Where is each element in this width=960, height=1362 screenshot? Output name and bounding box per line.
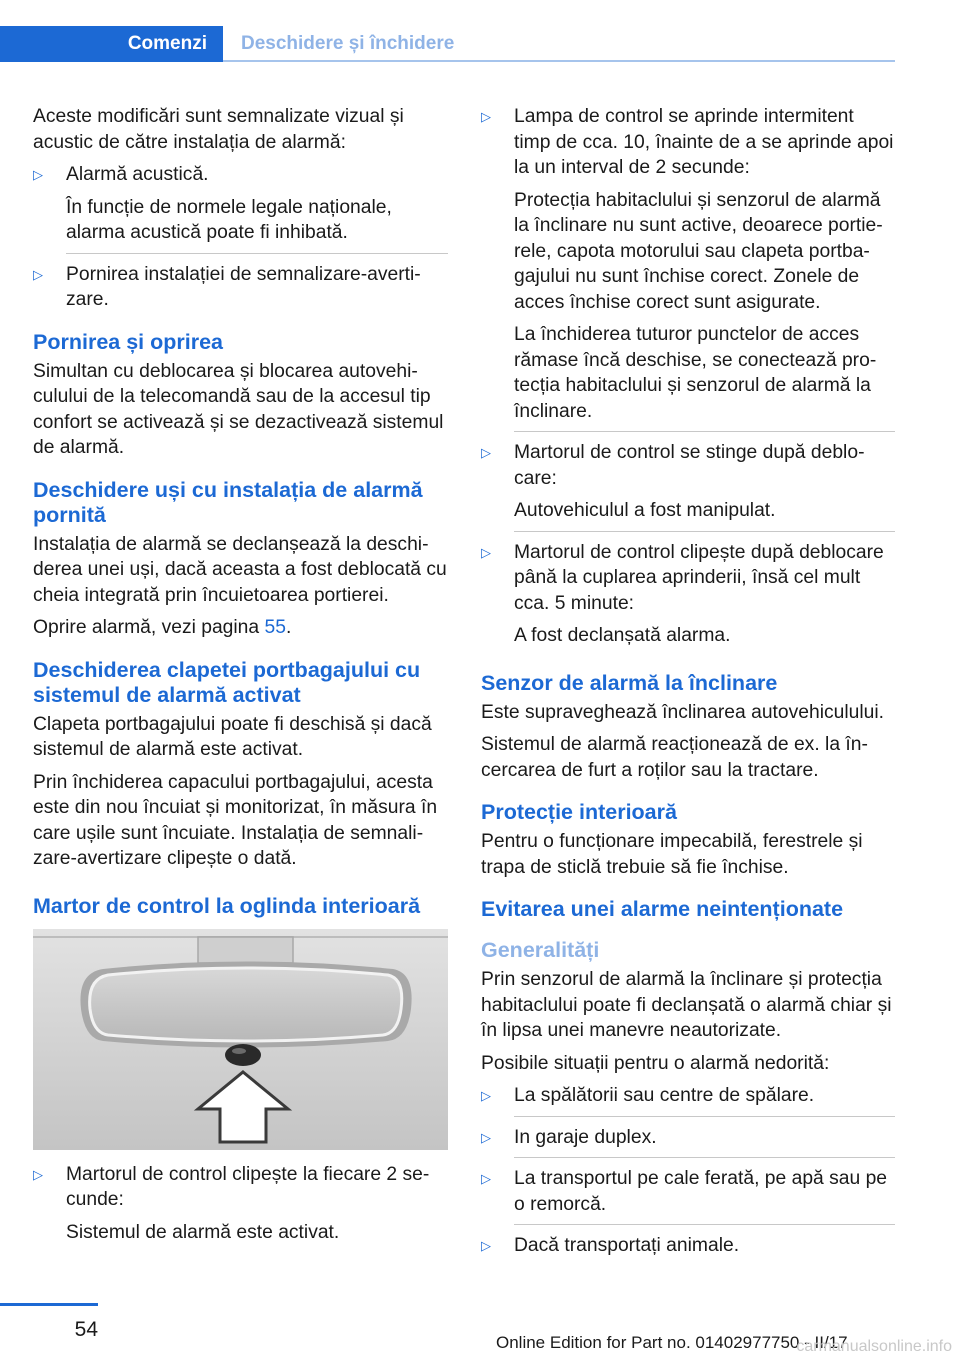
intro-paragraph: Aceste modificări sunt semnalizate vizual și acustic de către instalația de alarmă:: [33, 106, 404, 153]
paragraph: Instalația de alarmă se declanșează la deschiderea unei uși, dacă aceasta a fost deblocată cu cheia integrată prin încuietoarea portierei.: [33, 533, 447, 606]
triangle-bullet-icon: ▷: [33, 167, 43, 182]
list-item-title: Martorul de control clipește după deblocare până la cuplarea aprinderii, însă cel mult cca. 5 minute:: [514, 541, 884, 614]
list-divider: [66, 253, 448, 254]
paragraph: Prin închiderea capacului portbagajului, acesta este din nou încuiat și monitorizat, în măsura în care ușile sunt încuiate. Instalația de semnalizare-avertizare clipește o dată.: [33, 771, 438, 869]
chapter-header: [0, 0, 895, 62]
oprire-suffix: .: [285, 617, 292, 638]
paragraph: Pentru o funcționare impecabilă, ferestrele și trapa de sticlă trebuie să fie închise.: [481, 831, 863, 878]
heading-martor: Martor de control la oglinda interioară: [33, 893, 421, 918]
list-item-title: Alarmă acustică.: [66, 164, 209, 185]
heading-senzor: Senzor de alarmă la înclinare: [481, 670, 778, 695]
list-item: [481, 1166, 895, 1217]
list-item-title: Martorul de control se stinge după deblocare:: [514, 442, 865, 489]
list-divider: [514, 1116, 895, 1117]
page-link-55[interactable]: 55: [264, 617, 286, 638]
header-divider: [223, 60, 895, 62]
triangle-bullet-icon: ▷: [481, 1238, 491, 1253]
list-divider: [514, 531, 895, 532]
tab-deschidere-inchidere[interactable]: Deschidere și închidere: [241, 33, 455, 54]
list-item-detail: Sistemul de alarmă este activat.: [66, 1221, 340, 1243]
list-item-title: Pornirea instalației de semnalizare-avertizare.: [66, 263, 421, 310]
page-number: 54: [74, 1318, 98, 1341]
paragraph: Prin senzorul de alarmă la înclinare și protecția habitaclului poate fi declanșată o alarmă chiar și în lipsa unei manevre neautorizate.: [481, 969, 892, 1041]
list-item-title: Dacă transportați animale.: [514, 1235, 740, 1256]
list-divider: [514, 431, 895, 432]
list-item-title: Martorul de control clipește la fiecare 2 secunde:: [66, 1163, 430, 1210]
list-item-title: La transportul pe cale ferată, pe apă sau pe o remorcă.: [514, 1168, 888, 1215]
right-column: [481, 104, 895, 1266]
paragraph: Sistemul de alarmă reacționează de ex. la încercarea de furt a roților sau la tractare.: [481, 734, 868, 781]
list-item: [481, 1083, 895, 1109]
paragraph-oprire: [33, 615, 448, 641]
heading-protectie: Protecție interioară: [481, 800, 677, 824]
triangle-bullet-icon: ▷: [481, 544, 491, 560]
list-item: [481, 540, 895, 649]
left-column: [33, 104, 448, 1252]
paragraph: Simultan cu deblocarea și blocarea autovehiculului de la telecomandă sau de la accesul tip confort se activează și se dezactivează sistemul de alarmă.: [33, 360, 444, 458]
list-item: [481, 104, 895, 424]
edition-text: Online Edition for Part no. 01402977750 - II/17: [496, 1333, 848, 1352]
triangle-bullet-icon: ▷: [481, 1171, 491, 1186]
oprire-text: Oprire alarmă, vezi pagina: [33, 617, 265, 638]
list-item-detail: Protecția habitaclului și senzorul de alarmă la înclinare nu sunt active, deoarece portierele, capota motorului sau clapeta portbagajului nu sunt închise corect. Zonele de acces închise corect sunt asigurate.: [514, 189, 883, 313]
heading-evitarea: Evitarea unei alarme neintenționate: [481, 897, 844, 921]
list-item-detail: În funcție de normele legale naționale, alarma acustică poate fi inhibată.: [66, 196, 392, 243]
triangle-bullet-icon: ▷: [481, 1088, 491, 1103]
heading-generalitati: Generalități: [481, 938, 600, 962]
heading-clapeta: Deschiderea clapetei portbagajului cu sistemul de alarmă activat: [33, 657, 421, 707]
watermark: carmanualsonline.info: [796, 1338, 952, 1355]
list-item: [481, 440, 895, 524]
paragraph: Posibile situații pentru o alarmă nedorită:: [481, 1052, 830, 1074]
list-item-title: In garaje duplex.: [514, 1126, 657, 1148]
tab-comenzi[interactable]: Comenzi: [0, 26, 223, 62]
triangle-bullet-icon: ▷: [481, 109, 491, 124]
rearview-mirror-icon: [33, 929, 448, 1150]
paragraph: Clapeta portbagajului poate fi deschisă și dacă sistemul de alarmă este activat.: [33, 713, 432, 760]
heading-pornirea: Pornirea și oprirea: [33, 329, 223, 354]
list-item: [481, 1233, 895, 1259]
list-item-title: Lampa de control se aprinde intermitent timp de cca. 10, înainte de a se aprinde apoi la un interval de 2 secunde:: [514, 106, 894, 178]
triangle-bullet-icon: ▷: [481, 1129, 491, 1145]
list-item-detail: La închiderea tuturor punctelor de acces rămase încă deschise, se conectează protecția habitaclului și senzorul de alarmă la înclinare.: [514, 324, 877, 422]
triangle-bullet-icon: ▷: [33, 1166, 43, 1182]
heading-deschidere-usi: Deschidere uși cu instalația de alarmă pornită: [33, 477, 423, 527]
list-item-detail: Autovehiculul a fost manipulat.: [514, 500, 776, 521]
paragraph: Este supraveghează înclinarea autovehiculului.: [481, 701, 885, 723]
list-divider: [514, 1224, 895, 1225]
triangle-bullet-icon: ▷: [33, 266, 43, 282]
list-item: [33, 162, 448, 246]
list-item-detail: A fost declanșată alarma.: [514, 625, 731, 646]
triangle-bullet-icon: ▷: [481, 445, 491, 460]
list-item: [33, 262, 448, 313]
footer-divider: [0, 1303, 98, 1306]
list-divider: [514, 1157, 895, 1158]
list-item: [481, 1125, 895, 1151]
list-item-title: La spălătorii sau centre de spălare.: [514, 1085, 815, 1106]
list-item: [33, 1162, 448, 1246]
rearview-mirror-illustration: [33, 929, 448, 1150]
